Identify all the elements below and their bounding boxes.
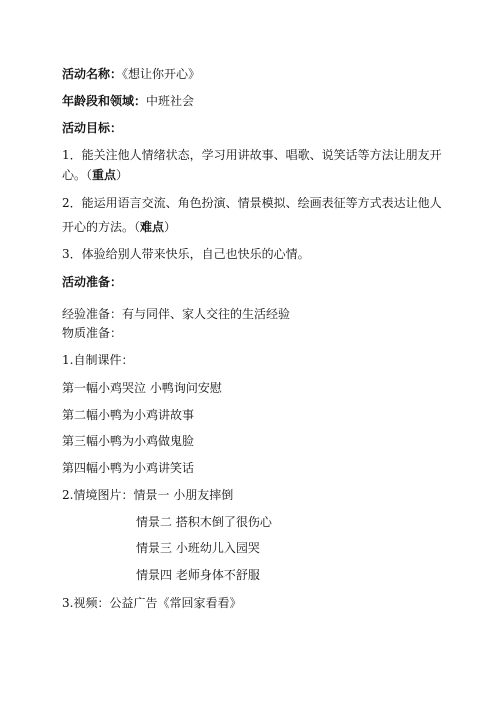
slide-item: 第二幅小鸭为小鸡讲故事: [62, 408, 195, 422]
age-domain-label: 年龄段和领域：: [62, 94, 147, 108]
goal-1-line-1: 1．能关注他人情绪状态，学习用讲故事、唱歌、说笑话等方法让朋友开: [62, 148, 442, 162]
experience-prep: 经验准备：有与同伴、家人交往的生活经验: [62, 307, 291, 321]
goal-2-suffix: ）: [164, 220, 177, 234]
activity-name-value: 《想让你开心》: [122, 67, 201, 81]
material-prep: 物质准备：: [62, 326, 123, 340]
age-domain-value: 中班社会: [146, 94, 195, 108]
age-domain-line: [62, 93, 194, 109]
goal-2-line-1: 2．能运用语言交流、角色扮演、情景模拟、绘画表征等方式表达让他人: [62, 196, 442, 210]
goal-1-suffix: ）: [116, 168, 129, 182]
video-item: 3.视频：公益广告《常回家看看》: [62, 596, 242, 610]
slide-item: 第三幅小鸭为小鸡做鬼脸: [62, 434, 195, 448]
scene-pictures-item: 2.情境图片：情景一 小朋友摔倒: [62, 488, 234, 502]
goal-1-line-2: [62, 167, 128, 183]
courseware-item: 1.自制课件：: [62, 353, 134, 367]
scene-item: 情景二 搭积木倒了很伤心: [136, 515, 272, 529]
key-point-label: 重点: [92, 168, 117, 182]
goal-2-prefix: 开心的方法。（: [62, 220, 141, 234]
slide-item: 第四幅小鸭为小鸡讲笑话: [62, 461, 195, 475]
difficult-point-label: 难点: [140, 220, 165, 234]
activity-name-label: 活动名称：: [62, 67, 123, 81]
goal-3: 3．体验给别人带来快乐，自己也快乐的心情。: [62, 247, 310, 261]
goals-heading: 活动目标：: [62, 121, 123, 135]
goal-1-prefix: 心。（: [62, 168, 93, 182]
scene-item: 情景四 老师身体不舒服: [136, 568, 260, 582]
activity-name-line: [62, 66, 200, 82]
goal-2-line-2: [62, 219, 176, 235]
slide-item: 第一幅小鸡哭泣 小鸭询问安慰: [62, 381, 222, 395]
scene-item: 情景三 小班幼儿入园哭: [136, 541, 260, 555]
prep-heading: 活动准备：: [62, 275, 123, 289]
